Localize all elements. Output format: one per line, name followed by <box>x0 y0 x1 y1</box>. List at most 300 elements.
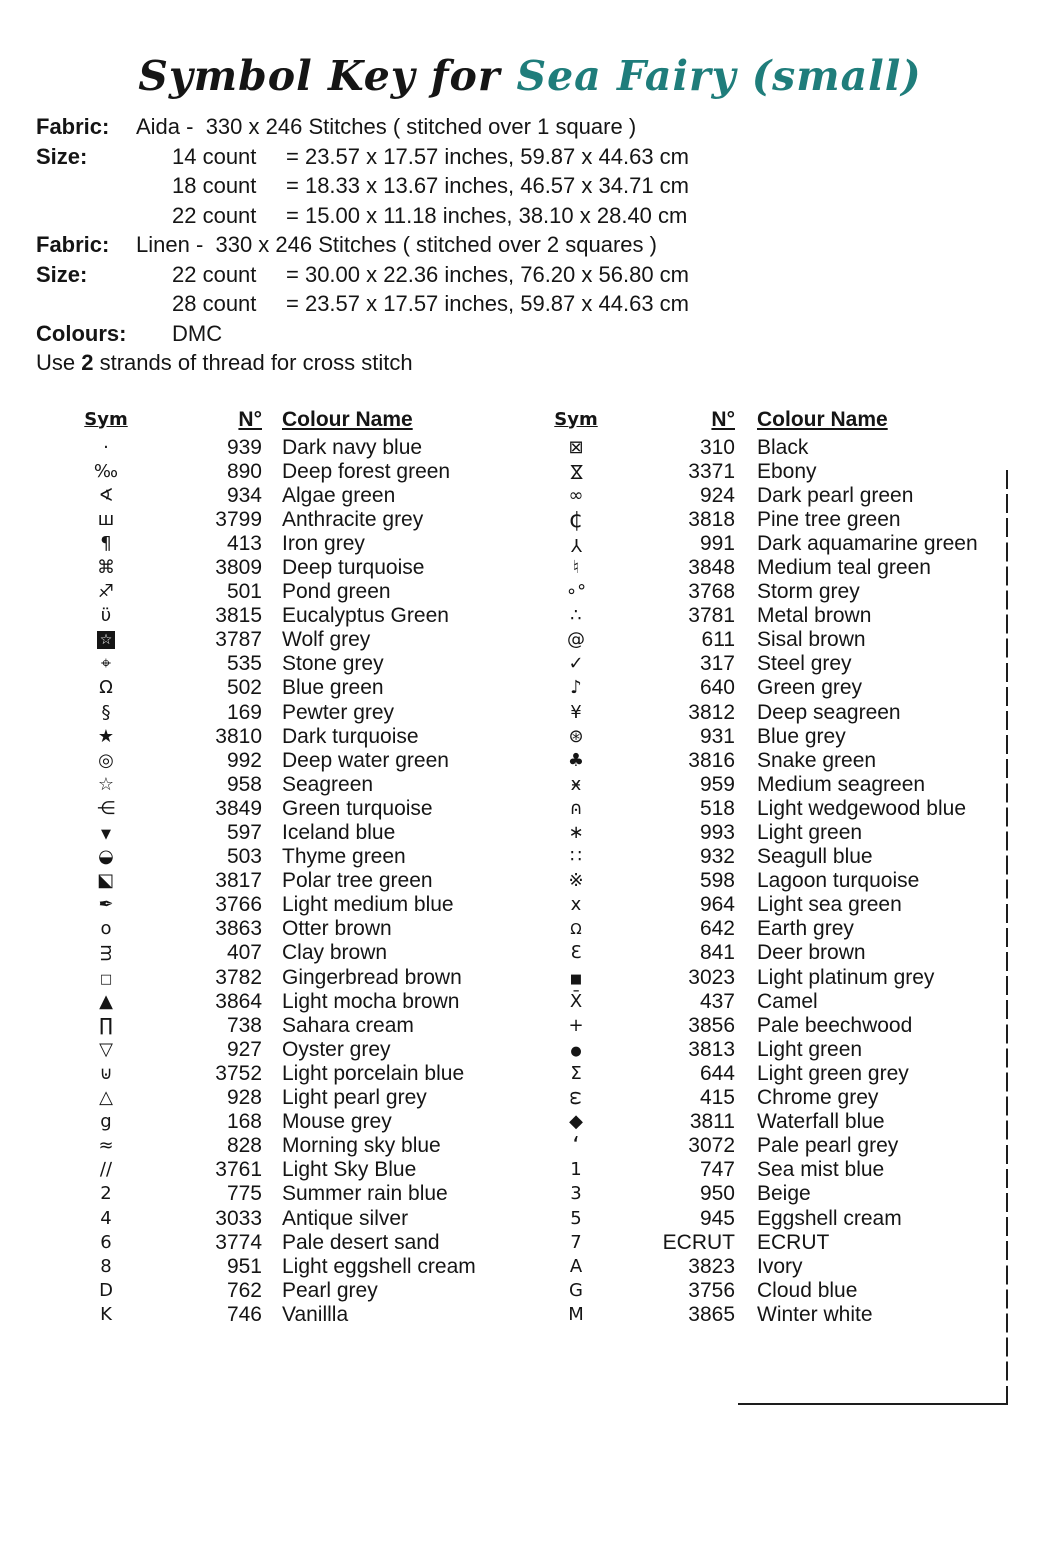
dmc-number-cell: 310 <box>699 435 735 459</box>
stitch-symbol: ⊠ <box>568 436 584 458</box>
table-right-dashed-border <box>1006 470 1008 1406</box>
symbol-cell <box>75 1134 137 1158</box>
stitch-symbol: ‘ <box>572 1133 580 1160</box>
stitch-symbol: @ <box>567 629 585 651</box>
stitch-symbol: ¢ <box>568 506 584 533</box>
symbol-cell <box>545 701 607 725</box>
dmc-number-cell: 841 <box>699 941 735 965</box>
dmc-number-cell: 415 <box>699 1086 735 1110</box>
symbol-cell <box>75 1182 137 1206</box>
stitch-symbol: ♮ <box>572 556 580 578</box>
stitch-symbol: Y <box>570 533 582 555</box>
table-row <box>75 580 545 604</box>
dmc-number-cell: 3752 <box>215 1061 262 1085</box>
table-row <box>545 1086 1005 1110</box>
table-row <box>545 532 1005 556</box>
table-row <box>545 604 1005 628</box>
dmc-number-cell: 598 <box>699 869 735 893</box>
table-row <box>545 1207 1005 1231</box>
stitch-symbol: Ɛ <box>570 942 582 964</box>
dmc-number-cell: 928 <box>226 1086 262 1110</box>
stitch-symbol: ∴ <box>570 605 582 627</box>
dmc-number-cell: 964 <box>699 893 735 917</box>
stitch-symbol: G <box>569 1279 583 1301</box>
dmc-number-cell: 3823 <box>688 1254 735 1278</box>
colour-name-cell: Pale pearl grey <box>757 1134 899 1158</box>
symbol-cell <box>545 941 607 965</box>
colour-name-cell: Iceland blue <box>282 821 396 844</box>
sym-column-header: Sym <box>84 408 128 430</box>
colour-name-cell: Dark turquoise <box>282 724 419 748</box>
table-row <box>75 1110 545 1134</box>
stitch-symbol: ϋ <box>100 605 112 627</box>
dmc-number-cell: 437 <box>699 989 735 1013</box>
table-bottom-border <box>738 1403 1008 1405</box>
stitch-symbol: X̄ <box>569 990 583 1012</box>
stitch-symbol: ◪ <box>97 870 115 892</box>
dmc-number-cell: ECRUT <box>662 1230 735 1254</box>
colour-name-cell: Dark navy blue <box>282 435 423 459</box>
stitch-symbol: ● <box>570 1043 582 1059</box>
colour-name-column-header: Colour Name <box>757 407 888 431</box>
stitch-symbol: ω <box>566 1090 588 1106</box>
symbol-cell <box>75 1255 137 1279</box>
stitch-symbol: ◆ <box>569 1111 583 1133</box>
colour-name-cell: Waterfall blue <box>757 1110 885 1134</box>
size-line <box>36 142 1060 172</box>
symbol-cell <box>75 460 137 484</box>
table-row <box>75 460 545 484</box>
dmc-number-cell: 3768 <box>688 580 735 604</box>
dmc-number-cell: 3774 <box>215 1230 262 1254</box>
table-row <box>545 749 1005 773</box>
dmc-number-cell: 3856 <box>688 1013 735 1037</box>
dmc-number-cell: 3371 <box>688 459 735 483</box>
stitch-symbol: ※ <box>568 870 584 892</box>
stitch-symbol: Ω <box>570 920 582 939</box>
fabric-value: Linen - 330 x 246 Stitches ( stitched over 2 squares ) <box>136 232 657 257</box>
stitch-symbol: · <box>103 436 109 458</box>
stitch-symbol: ∏ <box>99 1014 113 1036</box>
table-row <box>75 725 545 749</box>
size-line <box>36 201 1060 231</box>
symbol-table-left-column <box>75 406 545 1327</box>
symbol-cell <box>75 1038 137 1062</box>
table-row <box>545 1182 1005 1206</box>
colour-name-cell: Deep water green <box>282 748 449 772</box>
table-header-row <box>75 406 545 434</box>
table-row <box>75 508 545 532</box>
dmc-number-cell: 3848 <box>688 555 735 579</box>
number-column-header: N° <box>238 407 262 431</box>
stitch-symbol: ☆ <box>97 631 115 649</box>
table-row <box>75 556 545 580</box>
symbol-cell <box>75 1110 137 1134</box>
colour-name-cell: Vanillla <box>282 1302 349 1326</box>
stitch-symbol: ш <box>97 508 115 530</box>
colour-name-cell: Light platinum grey <box>757 965 935 989</box>
dmc-number-cell: 597 <box>226 821 262 844</box>
table-row <box>75 749 545 773</box>
title-prefix: Symbol Key for <box>138 52 501 100</box>
colour-name-cell: Deep seagreen <box>757 700 901 724</box>
table-row <box>75 1303 545 1327</box>
symbol-cell <box>545 821 607 845</box>
colour-name-cell: Light green <box>757 1037 863 1061</box>
stitch-symbol: ⊛ <box>568 725 584 747</box>
dmc-number-cell: 518 <box>699 796 735 820</box>
dmc-number-cell: 939 <box>226 435 262 459</box>
dmc-number-cell: 169 <box>226 700 262 724</box>
dmc-number-cell: 503 <box>226 845 262 869</box>
symbol-cell <box>75 845 137 869</box>
symbol-cell <box>545 532 607 556</box>
dmc-number-cell: 3817 <box>215 869 262 893</box>
colour-name-cell: Chrome grey <box>757 1086 879 1110</box>
dmc-number-cell: 945 <box>699 1206 735 1230</box>
symbol-cell <box>75 1062 137 1086</box>
table-row <box>75 797 545 821</box>
colour-name-cell: Light green grey <box>757 1061 909 1085</box>
table-row <box>75 1086 545 1110</box>
table-row <box>545 436 1005 460</box>
colour-name-cell: Eucalyptus Green <box>282 604 449 628</box>
stitch-symbol: ⋈ <box>566 462 588 481</box>
symbol-cell <box>545 1134 607 1160</box>
stitch-symbol: Ω <box>99 677 113 699</box>
stitch-symbol: ♪ <box>570 677 582 699</box>
symbol-cell <box>75 436 137 460</box>
symbol-cell <box>75 532 137 556</box>
colour-name-cell: ECRUT <box>757 1230 830 1254</box>
dmc-number-cell: 762 <box>226 1278 262 1302</box>
dmc-number-cell: 991 <box>699 531 735 555</box>
pattern-info <box>36 112 1060 378</box>
stitch-symbol: ∷ <box>570 846 582 868</box>
table-row <box>545 580 1005 604</box>
colour-name-cell: Deep forest green <box>282 459 451 483</box>
colour-name-cell: Steel grey <box>757 652 852 676</box>
stitch-symbol: ♣ <box>567 749 585 771</box>
colour-name-cell: Ebony <box>757 459 817 483</box>
stitch-symbol: ∗ <box>568 822 584 843</box>
symbol-cell <box>545 917 607 941</box>
table-row <box>75 628 545 652</box>
colour-name-cell: Pearl grey <box>282 1278 378 1302</box>
colour-name-cell: Sea mist blue <box>757 1158 885 1182</box>
symbol-cell <box>545 508 607 534</box>
stitch-symbol: 6 <box>100 1231 112 1253</box>
colour-name-cell: Ivory <box>757 1254 803 1278</box>
colour-name-cell: Seagull blue <box>757 845 873 869</box>
symbol-cell <box>75 749 137 773</box>
symbol-cell <box>545 797 607 821</box>
table-row <box>545 1158 1005 1182</box>
stitch-symbol: M <box>568 1303 584 1325</box>
stitch-symbol: ¶ <box>100 532 112 554</box>
dmc-number-cell: 927 <box>226 1037 262 1061</box>
colour-name-cell: Light mocha brown <box>282 989 460 1013</box>
colour-name-cell: Pewter grey <box>282 700 395 724</box>
colour-name-cell: Earth grey <box>757 917 854 941</box>
dmc-number-cell: 3782 <box>215 965 262 989</box>
dmc-number-cell: 640 <box>699 676 735 700</box>
colour-name-cell: Deer brown <box>757 941 866 965</box>
size-label: Size: <box>36 261 88 287</box>
symbol-cell <box>75 1014 137 1038</box>
dmc-number-cell: 738 <box>226 1013 262 1037</box>
colour-name-cell: Blue green <box>282 676 384 700</box>
stitch-symbol: + <box>568 1014 584 1036</box>
table-row <box>75 701 545 725</box>
table-row <box>545 701 1005 725</box>
symbol-cell <box>75 917 137 941</box>
symbol-cell <box>545 1207 607 1231</box>
colour-name-cell: Oyster grey <box>282 1037 391 1061</box>
table-row <box>75 821 545 845</box>
fabric-label: Fabric: <box>36 114 110 139</box>
colour-name-cell: Eggshell cream <box>757 1206 902 1230</box>
number-column-header: N° <box>711 407 735 431</box>
symbol-cell <box>545 966 607 992</box>
dmc-number-cell: 3863 <box>215 917 262 941</box>
table-row <box>75 917 545 941</box>
dimensions-value: = 30.00 x 22.36 inches, 76.20 x 56.80 cm <box>286 261 689 287</box>
table-rows-left <box>75 436 545 1327</box>
table-row <box>545 725 1005 749</box>
symbol-cell <box>75 701 137 725</box>
dmc-number-cell: 3023 <box>688 965 735 989</box>
table-row <box>75 1014 545 1038</box>
table-row <box>545 869 1005 893</box>
symbol-cell <box>545 845 607 869</box>
symbol-cell <box>545 1038 607 1064</box>
colour-name-cell: Pine tree green <box>757 507 901 531</box>
stitch-symbol: ∢ <box>98 484 114 506</box>
table-row <box>75 1134 545 1158</box>
table-row <box>75 1207 545 1231</box>
stitch-symbol: Σ <box>570 1062 582 1084</box>
table-row <box>75 1038 545 1062</box>
stitch-symbol: ◒ <box>98 846 114 868</box>
stitch-symbol: ∘° <box>565 581 587 603</box>
symbol-cell <box>545 1110 607 1134</box>
colour-name-cell: Sisal brown <box>757 628 866 652</box>
table-row <box>545 556 1005 580</box>
symbol-cell <box>545 749 607 773</box>
symbol-cell <box>545 1255 607 1279</box>
symbol-cell <box>545 580 607 604</box>
colour-name-cell: Algae green <box>282 483 396 507</box>
dmc-number-cell: 992 <box>226 748 262 772</box>
stitch-symbol: x <box>570 894 582 916</box>
symbol-cell <box>545 1158 607 1182</box>
symbol-cell <box>75 893 137 917</box>
table-row <box>545 1038 1005 1062</box>
symbol-cell <box>545 460 607 484</box>
colour-name-cell: Cloud blue <box>757 1278 858 1302</box>
stitch-symbol: ‰ <box>93 460 119 482</box>
colour-name-cell: Camel <box>757 989 818 1013</box>
colour-name-cell: Blue grey <box>757 724 846 748</box>
table-row <box>545 1255 1005 1279</box>
table-row <box>545 1014 1005 1038</box>
symbol-cell <box>75 676 137 700</box>
dmc-number-cell: 502 <box>226 676 262 700</box>
symbol-cell <box>545 556 607 580</box>
table-row <box>545 652 1005 676</box>
colour-name-cell: Gingerbread brown <box>282 965 462 989</box>
colour-name-cell: Pale desert sand <box>282 1230 440 1254</box>
size-line <box>36 289 1060 319</box>
stitch-symbol: 4 <box>100 1207 112 1229</box>
symbol-cell <box>75 508 137 532</box>
symbol-cell <box>75 1279 137 1303</box>
symbol-key-table <box>75 406 1060 1327</box>
dmc-number-cell: 934 <box>226 483 262 507</box>
size-label: Size: <box>36 143 88 169</box>
dmc-number-cell: 931 <box>699 724 735 748</box>
dmc-number-cell: 958 <box>226 772 262 796</box>
dmc-number-cell: 3810 <box>215 724 262 748</box>
dmc-number-cell: 3809 <box>215 555 262 579</box>
dimensions-value: = 15.00 x 11.18 inches, 38.10 x 28.40 cm <box>286 202 688 228</box>
table-row <box>545 628 1005 652</box>
colour-name-cell: Iron grey <box>282 531 365 555</box>
table-row <box>545 508 1005 532</box>
colour-name-cell: Medium seagreen <box>757 772 926 796</box>
colour-name-cell: Thyme green <box>282 845 406 869</box>
table-row <box>75 1231 545 1255</box>
symbol-cell <box>75 869 137 893</box>
symbol-cell <box>75 628 137 652</box>
dmc-number-cell: 828 <box>226 1134 262 1158</box>
dmc-number-cell: 3816 <box>688 748 735 772</box>
table-row <box>545 990 1005 1014</box>
symbol-cell <box>545 869 607 893</box>
dmc-number-cell: 3799 <box>215 507 262 531</box>
colour-name-cell: Pond green <box>282 580 391 604</box>
stitch-symbol: K <box>100 1303 112 1325</box>
colour-name-cell: Dark pearl green <box>757 483 914 507</box>
table-row <box>545 484 1005 508</box>
table-row <box>545 1303 1005 1327</box>
table-row <box>545 941 1005 965</box>
symbol-cell <box>75 604 137 628</box>
table-row <box>75 1279 545 1303</box>
dmc-number-cell: 535 <box>226 652 262 676</box>
page-title <box>0 52 1060 100</box>
table-row <box>545 676 1005 700</box>
stitch-symbol: 5 <box>570 1207 582 1229</box>
colour-name-cell: Medium teal green <box>757 555 931 579</box>
table-row <box>75 869 545 893</box>
dmc-number-cell: 3072 <box>688 1134 735 1158</box>
symbol-cell <box>75 990 137 1014</box>
colour-name-cell: Mouse grey <box>282 1110 392 1134</box>
colour-name-cell: Antique silver <box>282 1206 409 1230</box>
colour-name-cell: Anthracite grey <box>282 507 424 531</box>
symbol-cell <box>75 821 137 847</box>
dmc-number-cell: 644 <box>699 1061 735 1085</box>
symbol-cell <box>545 604 607 628</box>
table-row <box>75 676 545 700</box>
dmc-number-cell: 951 <box>226 1254 262 1278</box>
fabric-label: Fabric: <box>36 232 110 257</box>
colour-name-cell: Light pearl grey <box>282 1086 427 1110</box>
symbol-cell <box>545 1086 607 1110</box>
dmc-number-cell: 3864 <box>215 989 262 1013</box>
colour-name-cell: Green grey <box>757 676 863 700</box>
stitch-symbol: ▽ <box>99 1038 113 1060</box>
dmc-number-cell: 746 <box>226 1302 262 1326</box>
colour-name-cell: Seagreen <box>282 772 374 796</box>
symbol-cell <box>75 556 137 580</box>
title-pattern-name: Sea Fairy (small) <box>516 52 922 100</box>
table-row <box>75 893 545 917</box>
colour-name-cell: Wolf grey <box>282 628 371 652</box>
colour-name-cell: Clay brown <box>282 941 388 965</box>
symbol-cell <box>545 1279 607 1303</box>
table-row <box>75 532 545 556</box>
colour-name-column-header: Colour Name <box>282 407 413 431</box>
table-row <box>545 821 1005 845</box>
table-row <box>545 1231 1005 1255</box>
count-value: 22 count <box>172 261 257 287</box>
dmc-number-cell: 3766 <box>215 893 262 917</box>
colour-name-cell: Pale beechwood <box>757 1013 913 1037</box>
table-row <box>75 941 545 965</box>
table-row <box>75 1062 545 1086</box>
stitch-symbol: ▲ <box>99 990 113 1012</box>
stitch-symbol: ◎ <box>98 749 114 771</box>
table-row <box>75 1255 545 1279</box>
dmc-number-cell: 993 <box>699 821 735 844</box>
strand-count: 2 <box>81 350 94 375</box>
table-row <box>545 1062 1005 1086</box>
colour-name-cell: Lagoon turquoise <box>757 869 920 893</box>
table-row <box>75 990 545 1014</box>
symbol-cell <box>75 652 137 676</box>
symbol-cell <box>75 580 137 604</box>
symbol-cell <box>545 436 607 460</box>
dmc-number-cell: 611 <box>701 628 735 652</box>
dmc-number-cell: 3787 <box>215 628 262 652</box>
fabric-value: Aida - 330 x 246 Stitches ( stitched over 1 square ) <box>136 114 637 139</box>
size-line <box>36 171 1060 201</box>
colour-name-cell: Light Sky Blue <box>282 1158 417 1182</box>
stitch-symbol: ✒ <box>98 894 114 916</box>
table-row <box>75 1158 545 1182</box>
table-row <box>545 773 1005 797</box>
stitch-symbol: ¥ <box>570 701 582 723</box>
symbol-cell <box>75 941 137 965</box>
symbol-cell <box>75 1231 137 1255</box>
dmc-number-cell: 950 <box>699 1182 735 1206</box>
dmc-number-cell: 890 <box>226 459 262 483</box>
table-row <box>545 845 1005 869</box>
stitch-symbol: 1 <box>570 1159 582 1181</box>
colour-name-cell: Light porcelain blue <box>282 1061 465 1085</box>
colour-name-cell: Beige <box>757 1182 811 1206</box>
symbol-cell <box>545 1014 607 1038</box>
strands-note: Use 2 strands of thread for cross stitch <box>36 350 413 375</box>
colour-name-cell: Black <box>757 435 809 459</box>
dmc-number-cell: 932 <box>699 845 735 869</box>
stitch-symbol: 2 <box>100 1183 112 1205</box>
dmc-number-cell: 924 <box>699 483 735 507</box>
symbol-cell <box>75 773 137 797</box>
